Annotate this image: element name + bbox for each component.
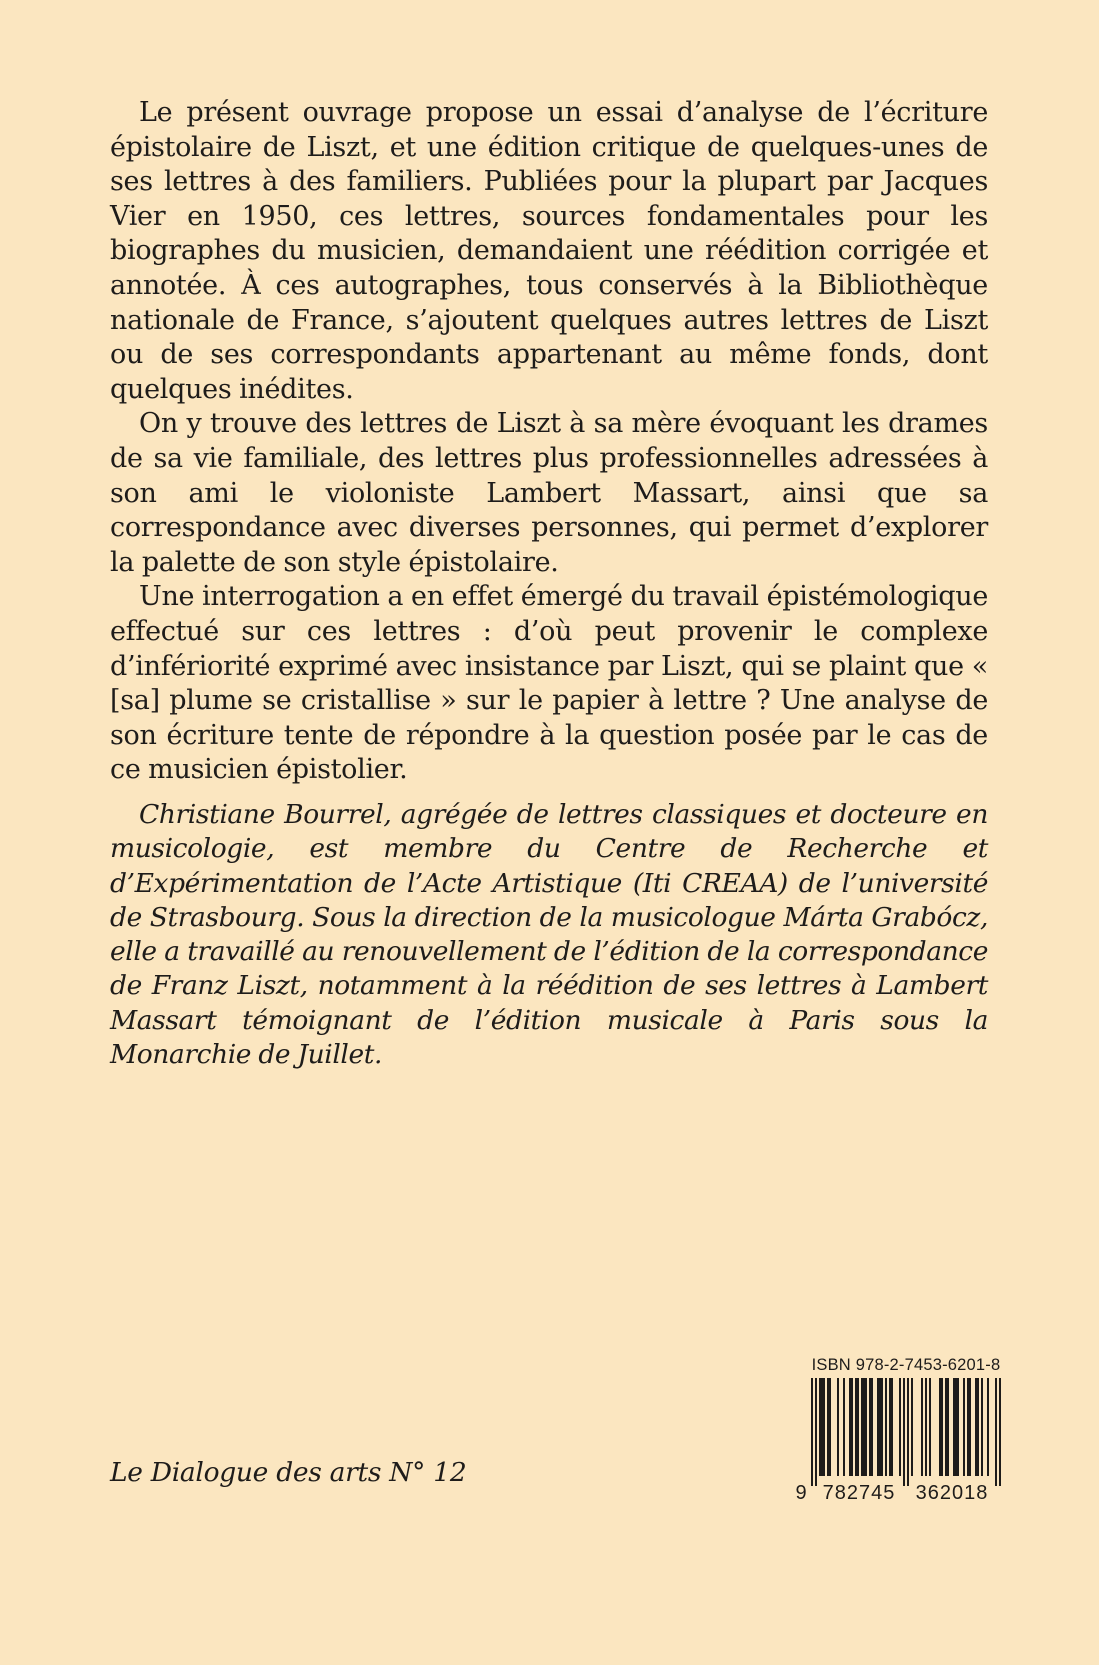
blurb-paragraph-1: Le présent ouvrage propose un essai d’analyse de l’écriture épistolaire de Liszt, et une édition critique de quelques-unes de ses lettres à des familiers. Publiées pour la plupart par Jacques Vier en 1950, ces lettres, sources fondamentales pour les biographes du musicien, demandaient une réédition corrigée et annotée. À ces autographes, tous conservés à la Bibliothèque nationale de France, s’ajoutent quelques autres lettres de Liszt ou de ses correspondants appartenant au même fonds, dont quelques inédites. <box>110 97 988 405</box>
barcode-bar <box>889 1378 893 1476</box>
barcode-bar <box>999 1378 1001 1486</box>
blurb-paragraph-2: On y trouve des lettres de Liszt à sa mère évoquant les drames de sa vie familiale, des lettres plus professionnelles adressées à son ami le violoniste Lambert Massart, ainsi que sa correspondance avec diverses personnes, qui permet d’explorer la palette de son style épistolaire. <box>110 408 988 578</box>
barcode-bar <box>975 1378 979 1476</box>
barcode-bar <box>819 1378 825 1476</box>
barcode-bar <box>827 1378 831 1476</box>
barcode-bar <box>981 1378 983 1476</box>
author-bio: Christiane Bourrel, agrégée de lettres classiques et docteure en musicologie, est membre du Centre de Recherche et d’Expérimentation de l’Acte Artistique (Iti CREAA) de l’université de Strasbourg. Sous la direction de la musicologue Márta Grabócz, elle a travaillé au renouvellement de l’édition de la correspondance de Franz Liszt, notamment à la réédition de ses lettres à Lambert Massart témoignant de l’édition musicale à Paris sous la Monarchie de Juillet. <box>110 799 988 1071</box>
barcode-bar <box>903 1378 905 1486</box>
barcode-bar <box>945 1378 949 1476</box>
barcode-bars <box>811 1378 1001 1486</box>
barcode-bar <box>885 1378 887 1476</box>
barcode-bar <box>939 1378 943 1476</box>
barcode-bar <box>811 1378 813 1486</box>
barcode-bar <box>843 1378 845 1476</box>
blurb <box>110 96 988 788</box>
barcode-bar <box>987 1378 989 1476</box>
isbn-label: ISBN 978-2-7453-6201-8 <box>811 1356 1001 1374</box>
barcode-bar <box>953 1378 959 1476</box>
barcode-bar <box>837 1378 839 1476</box>
barcode-lead-digit: 9 <box>795 1482 807 1502</box>
barcode-bar <box>861 1378 867 1476</box>
barcode-right-digits: 362018 <box>915 1482 989 1502</box>
barcode-bar <box>899 1378 901 1476</box>
isbn-barcode <box>795 1356 1017 1502</box>
barcode-bar <box>907 1378 909 1486</box>
barcode-bar <box>877 1378 883 1476</box>
barcode-bar <box>929 1378 931 1476</box>
barcode-bar <box>911 1378 913 1476</box>
barcode-bar <box>815 1378 817 1486</box>
barcode-bar <box>855 1378 859 1476</box>
barcode-left-digits: 782745 <box>822 1482 896 1502</box>
blurb-paragraph-3: Une interrogation a en effet émergé du travail épistémologique effectué sur ces lettres : d’où peut provenir le complexe d’infériorité exprimé avec insistance par Liszt, qui se plaint que « [sa] plume se cristallise » sur le papier à lettre ? Une analyse de son écriture tente de répondre à la question posée par le cas de ce musicien épistolier. <box>110 581 988 786</box>
barcode-bar <box>995 1378 997 1486</box>
barcode-bar <box>925 1378 927 1476</box>
barcode-bar <box>963 1378 965 1476</box>
barcode-bar <box>967 1378 971 1476</box>
barcode-bar <box>869 1378 873 1476</box>
series-title: Le Dialogue des arts N° 12 <box>110 1457 467 1488</box>
barcode-image <box>795 1378 1017 1502</box>
barcode-bar <box>921 1378 923 1476</box>
barcode-bar <box>849 1378 853 1476</box>
